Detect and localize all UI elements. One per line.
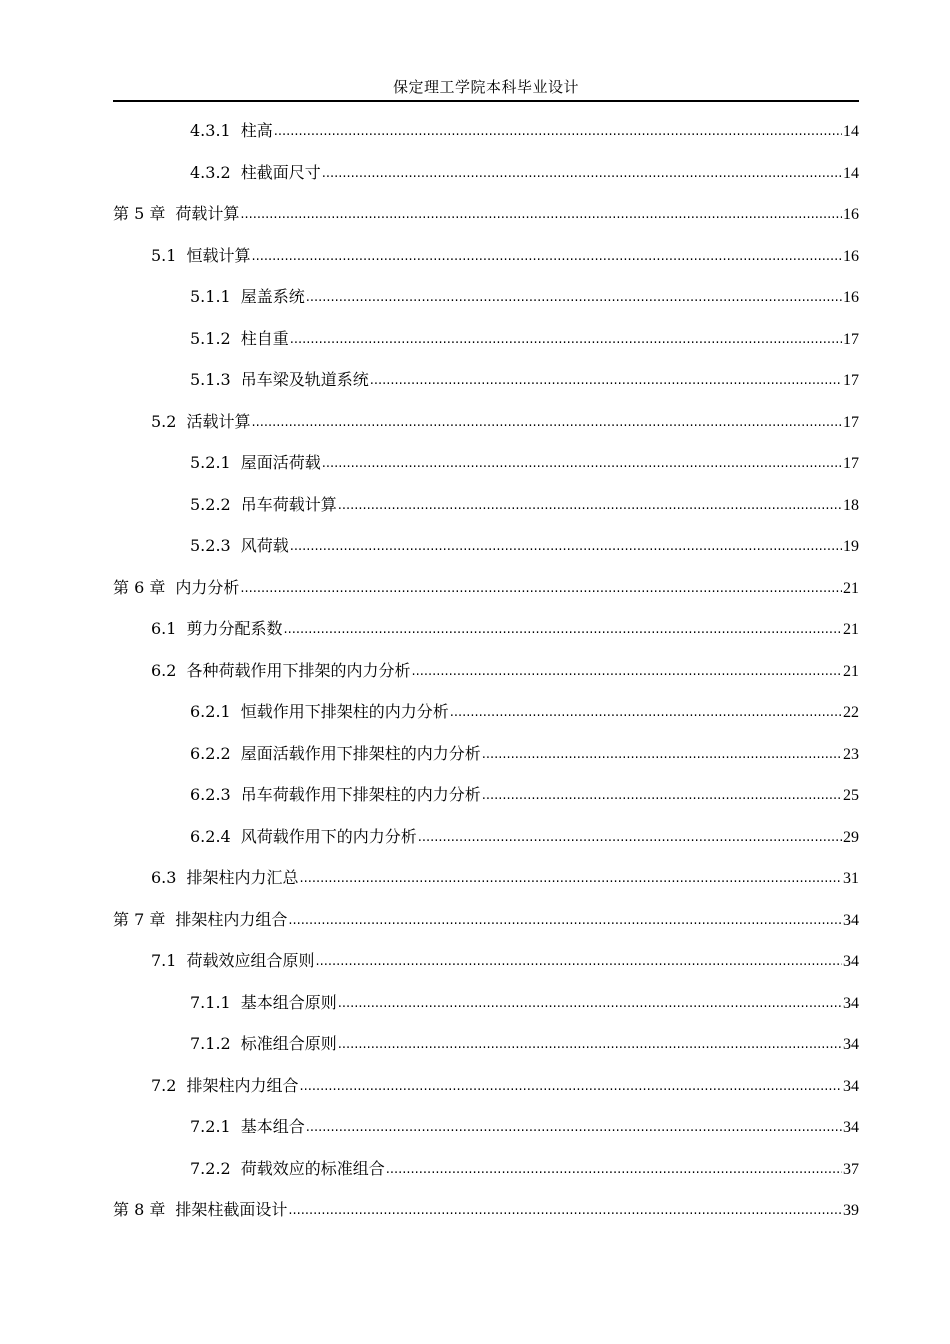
toc-entry-page-number: 23 xyxy=(843,745,859,763)
toc-entry-page-number: 25 xyxy=(843,787,859,804)
toc-entry-page-number: 18 xyxy=(843,496,859,514)
toc-entry-page-number: 39 xyxy=(843,1202,859,1219)
toc-dot-leader xyxy=(338,981,842,1025)
toc-dot-leader xyxy=(306,275,842,319)
toc-entry-title: 柱自重 xyxy=(240,328,289,348)
toc-entry-page-number: 17 xyxy=(843,330,859,348)
toc-entry-page-number: 34 xyxy=(843,1119,859,1136)
toc-entry-number: 4.3.2 xyxy=(190,162,231,182)
toc-entry-title: 屋盖系统 xyxy=(240,287,305,306)
toc-entry[interactable] xyxy=(113,733,859,775)
header-rule xyxy=(113,100,859,102)
toc-entry-title: 基本组合原则 xyxy=(240,992,337,1012)
toc-dot-leader xyxy=(370,358,842,402)
toc-entry-page-number: 14 xyxy=(843,164,859,182)
toc-entry-number: 5.2.1 xyxy=(190,453,231,472)
toc-dot-leader xyxy=(288,1188,842,1232)
toc-entry-number: 5.1.2 xyxy=(190,328,231,348)
toc-entry[interactable] xyxy=(113,982,859,1024)
toc-entry-title: 柱高 xyxy=(240,121,273,140)
toc-dot-leader xyxy=(482,732,842,776)
toc-entry-title: 风荷载 xyxy=(240,536,289,555)
toc-entry-title: 基本组合 xyxy=(240,1117,305,1136)
toc-entry[interactable] xyxy=(113,110,859,152)
toc-entry-number: 6.2 xyxy=(151,660,177,680)
toc-entry[interactable] xyxy=(113,276,859,318)
toc-entry[interactable] xyxy=(113,1023,859,1065)
toc-dot-leader xyxy=(288,898,842,942)
toc-entry-page-number: 34 xyxy=(843,994,859,1012)
toc-entry[interactable] xyxy=(113,152,859,194)
toc-dot-leader xyxy=(283,607,842,651)
toc-entry[interactable] xyxy=(113,940,859,982)
toc-entry-title: 吊车荷载计算 xyxy=(240,494,337,514)
toc-entry[interactable] xyxy=(113,1106,859,1148)
toc-entry[interactable] xyxy=(113,359,859,401)
toc-entry-title: 荷载效应组合原则 xyxy=(186,951,315,970)
toc-entry[interactable] xyxy=(113,774,859,816)
toc-entry-page-number: 29 xyxy=(843,828,859,846)
toc-dot-leader xyxy=(299,1064,842,1108)
toc-entry-page-number: 16 xyxy=(843,206,859,223)
toc-entry[interactable] xyxy=(113,1189,859,1231)
toc-entry-number: 6.2.3 xyxy=(190,785,231,804)
toc-entry-number: 6.2.1 xyxy=(190,702,231,721)
toc-entry-title: 风荷载作用下的内力分析 xyxy=(240,826,417,846)
toc-dot-leader xyxy=(290,317,842,361)
toc-entry-title: 内力分析 xyxy=(175,577,240,597)
page-header: 保定理工学院本科毕业设计 xyxy=(392,78,579,96)
toc-entry-title: 排架柱截面设计 xyxy=(175,1200,288,1219)
toc-entry-number: 6.3 xyxy=(151,868,177,887)
toc-entry-number: 4.3.1 xyxy=(190,121,231,140)
toc-entry-number: 6.2.4 xyxy=(190,826,231,846)
toc-entry-number: 5.2.3 xyxy=(190,536,231,555)
toc-entry-number: 第 6 章 xyxy=(113,577,166,597)
toc-entry[interactable] xyxy=(113,525,859,567)
toc-entry-title: 屋面活载作用下排架柱的内力分析 xyxy=(240,743,481,763)
toc-entry[interactable] xyxy=(113,816,859,858)
toc-entry[interactable] xyxy=(113,1148,859,1190)
toc-entry-page-number: 31 xyxy=(843,870,859,887)
toc-entry-page-number: 17 xyxy=(843,413,859,431)
toc-dot-leader xyxy=(274,109,842,153)
toc-entry-page-number: 16 xyxy=(843,247,859,265)
toc-entry[interactable] xyxy=(113,567,859,609)
toc-entry-page-number: 17 xyxy=(843,372,859,389)
toc-dot-leader xyxy=(322,151,842,195)
toc-entry-title: 排架柱内力组合 xyxy=(186,1075,299,1095)
toc-entry-number: 5.1 xyxy=(151,245,177,265)
toc-entry-title: 吊车梁及轨道系统 xyxy=(240,370,369,389)
toc-entry[interactable] xyxy=(113,691,859,733)
toc-entry[interactable] xyxy=(113,857,859,899)
table-of-contents xyxy=(113,110,859,1231)
toc-dot-leader xyxy=(251,400,842,444)
toc-entry-page-number: 34 xyxy=(843,1077,859,1095)
toc-entry-number: 7.1.1 xyxy=(190,992,231,1012)
toc-entry[interactable] xyxy=(113,484,859,526)
toc-entry[interactable] xyxy=(113,318,859,360)
toc-entry-number: 7.1.2 xyxy=(190,1034,231,1053)
toc-entry-page-number: 37 xyxy=(843,1160,859,1178)
toc-entry-page-number: 21 xyxy=(843,579,859,597)
toc-dot-leader xyxy=(306,1105,842,1149)
toc-entry-page-number: 21 xyxy=(843,662,859,680)
toc-entry-page-number: 22 xyxy=(843,704,859,721)
toc-entry-title: 标准组合原则 xyxy=(240,1034,337,1053)
toc-dot-leader xyxy=(322,441,842,485)
toc-dot-leader xyxy=(450,690,842,734)
toc-entry-page-number: 19 xyxy=(843,538,859,555)
toc-entry-number: 5.2.2 xyxy=(190,494,231,514)
toc-entry-number: 5.1.1 xyxy=(190,287,231,306)
toc-entry-page-number: 34 xyxy=(843,953,859,970)
toc-entry-page-number: 34 xyxy=(843,911,859,929)
toc-entry-title: 屋面活荷载 xyxy=(240,453,321,472)
toc-entry-number: 第 5 章 xyxy=(113,204,166,223)
toc-entry-number: 7.1 xyxy=(151,951,177,970)
toc-dot-leader xyxy=(240,192,842,236)
toc-entry-title: 各种荷载作用下排架的内力分析 xyxy=(186,660,411,680)
toc-entry-number: 6.1 xyxy=(151,619,177,638)
toc-entry[interactable] xyxy=(113,235,859,277)
toc-entry-page-number: 17 xyxy=(843,455,859,472)
toc-dot-leader xyxy=(290,524,842,568)
toc-dot-leader xyxy=(299,856,842,900)
toc-entry-title: 剪力分配系数 xyxy=(186,619,283,638)
toc-entry[interactable] xyxy=(113,193,859,235)
toc-entry-page-number: 16 xyxy=(843,289,859,306)
toc-entry-number: 7.2.1 xyxy=(190,1117,231,1136)
toc-entry[interactable] xyxy=(113,899,859,941)
toc-entry-title: 恒载计算 xyxy=(186,245,251,265)
toc-entry-number: 第 7 章 xyxy=(113,909,166,929)
toc-entry-title: 活载计算 xyxy=(186,411,251,431)
toc-entry-title: 荷载计算 xyxy=(175,204,240,223)
toc-entry-number: 7.2 xyxy=(151,1075,177,1095)
toc-entry-title: 荷载效应的标准组合 xyxy=(240,1158,385,1178)
toc-entry-number: 第 8 章 xyxy=(113,1200,166,1219)
toc-dot-leader xyxy=(418,815,842,859)
toc-entry-title: 排架柱内力组合 xyxy=(175,909,288,929)
toc-dot-leader xyxy=(251,234,842,278)
toc-dot-leader xyxy=(338,1022,842,1066)
toc-entry-number: 7.2.2 xyxy=(190,1158,231,1178)
toc-entry-number: 6.2.2 xyxy=(190,743,231,763)
toc-entry-number: 5.2 xyxy=(151,411,177,431)
toc-dot-leader xyxy=(315,939,842,983)
toc-entry-title: 柱截面尺寸 xyxy=(240,162,321,182)
toc-entry-page-number: 34 xyxy=(843,1036,859,1053)
toc-dot-leader xyxy=(386,1147,842,1191)
toc-entry-title: 恒载作用下排架柱的内力分析 xyxy=(240,702,449,721)
toc-entry-page-number: 21 xyxy=(843,621,859,638)
toc-dot-leader xyxy=(411,649,842,693)
toc-entry[interactable] xyxy=(113,401,859,443)
toc-entry[interactable] xyxy=(113,1065,859,1107)
toc-entry[interactable] xyxy=(113,442,859,484)
toc-dot-leader xyxy=(338,483,842,527)
toc-entry[interactable] xyxy=(113,650,859,692)
toc-dot-leader xyxy=(240,566,842,610)
toc-entry-number: 5.1.3 xyxy=(190,370,231,389)
toc-entry-title: 吊车荷载作用下排架柱的内力分析 xyxy=(240,785,481,804)
toc-dot-leader xyxy=(482,773,842,817)
toc-entry[interactable] xyxy=(113,608,859,650)
toc-entry-page-number: 14 xyxy=(843,123,859,140)
toc-entry-title: 排架柱内力汇总 xyxy=(186,868,299,887)
